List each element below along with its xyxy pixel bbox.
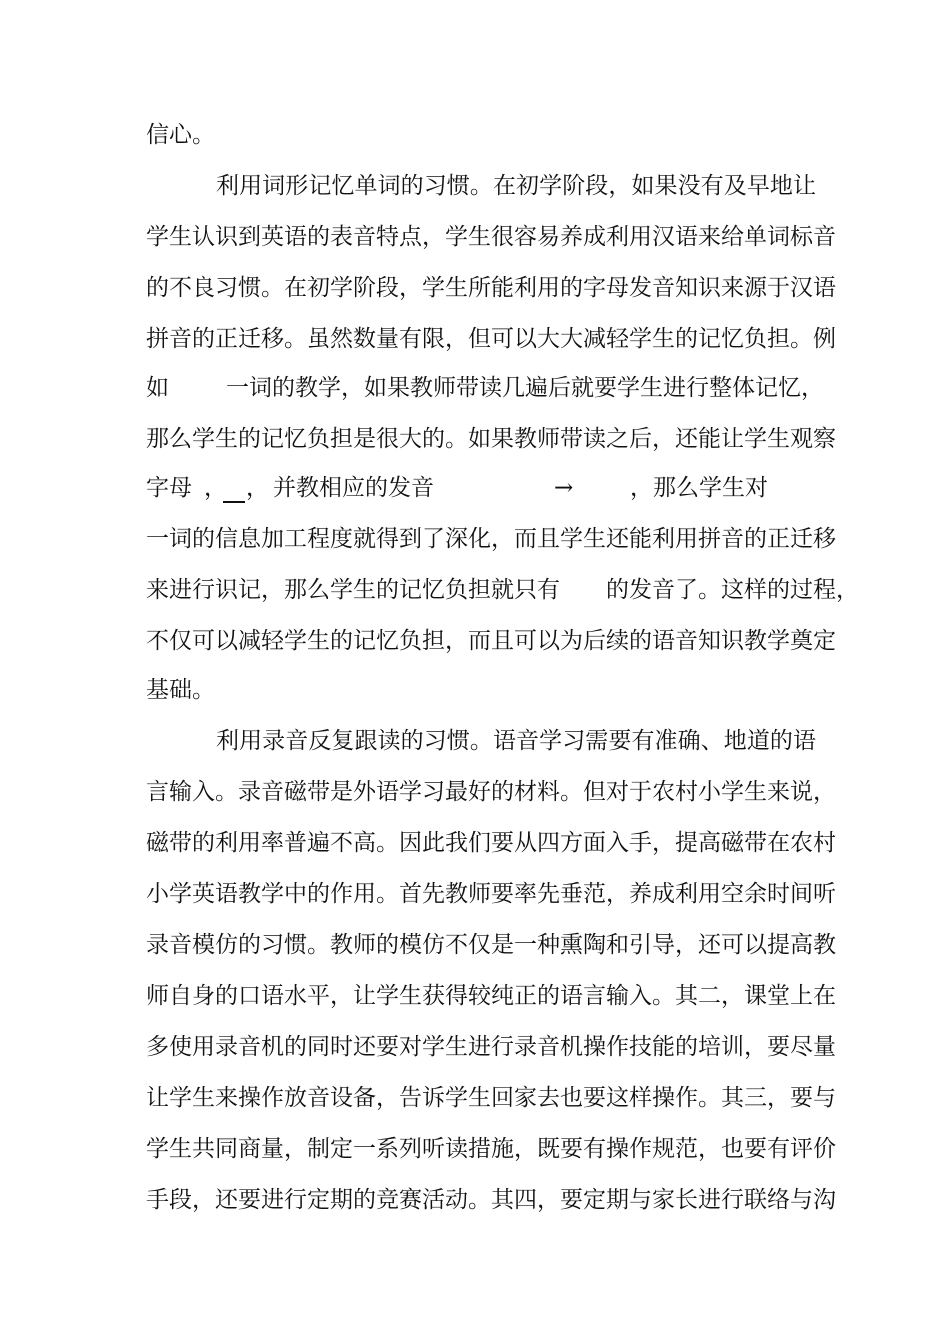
text-line: 来进行识记，那么学生的记忆负担就只有 的发音了。这样的过程， bbox=[146, 577, 859, 603]
text-fragment: 一词的教学，如果教师带读几遍后就要学生进行整体记忆， bbox=[226, 375, 824, 401]
text-line: 学生共同商量，制定一系列听读措施，既要有操作规范，也要有评价 bbox=[146, 1136, 836, 1162]
text-line: 学生认识到英语的表音特点，学生很容易养成利用汉语来给单词标音 bbox=[146, 224, 836, 250]
text-line: 拼音的正迁移。虽然数量有限，但可以大大减轻学生的记忆负担。例 bbox=[146, 326, 836, 352]
text-fragment: 如 bbox=[146, 375, 169, 401]
text-line: 多使用录音机的同时还要对学生进行录音机操作技能的培训，要尽量 bbox=[146, 1034, 836, 1060]
fill-blank-underline bbox=[223, 473, 245, 503]
text-line: 不仅可以减轻学生的记忆负担，而且可以为后续的语音知识教学奠定 bbox=[146, 628, 836, 654]
text-line: 师自身的口语水平，让学生获得较纯正的语言输入。其二，课堂上在 bbox=[146, 983, 836, 1009]
text-line: 磁带的利用率普遍不高。因此我们要从四方面入手，提高磁带在农村 bbox=[146, 830, 836, 856]
text-line: 言输入。录音磁带是外语学习最好的材料。但对于农村小学生来说， bbox=[146, 779, 836, 805]
text-line: 基础。 bbox=[146, 677, 215, 703]
text-fragment: 并教相应的发音 bbox=[273, 475, 434, 501]
text-fragment: ， bbox=[204, 475, 227, 501]
text-line: 录音模仿的习惯。教师的模仿不仅是一种熏陶和引导，还可以提高教 bbox=[146, 932, 836, 958]
paragraph-start-line: 利用录音反复跟读的习惯。语音学习需要有准确、地道的语 bbox=[216, 728, 816, 754]
text-line: 让学生来操作放音设备，告诉学生回家去也要这样操作。其三，要与 bbox=[146, 1085, 836, 1111]
text-line: 一词的信息加工程度就得到了深化，而且学生还能利用拼音的正迁移 bbox=[146, 526, 836, 552]
text-fragment: ， bbox=[246, 475, 269, 501]
text-line: 小学英语教学中的作用。首先教师要率先垂范，养成利用空余时间听 bbox=[146, 881, 836, 907]
paragraph-start-line: 利用词形记忆单词的习惯。在初学阶段，如果没有及早地让 bbox=[216, 173, 816, 199]
text-line: 信心。 bbox=[146, 122, 215, 148]
text-line: 那么学生的记忆负担是很大的。如果教师带读之后，还能让学生观察 bbox=[146, 426, 836, 452]
text-fragment: 字母 bbox=[146, 475, 192, 501]
arrow-symbol: → bbox=[554, 475, 574, 501]
text-fragment: ，那么学生对 bbox=[630, 475, 768, 501]
text-line: 的不良习惯。在初学阶段，学生所能利用的字母发音知识来源于汉语 bbox=[146, 275, 836, 301]
text-line: 手段，还要进行定期的竞赛活动。其四，要定期与家长进行联络与沟 bbox=[146, 1187, 836, 1213]
